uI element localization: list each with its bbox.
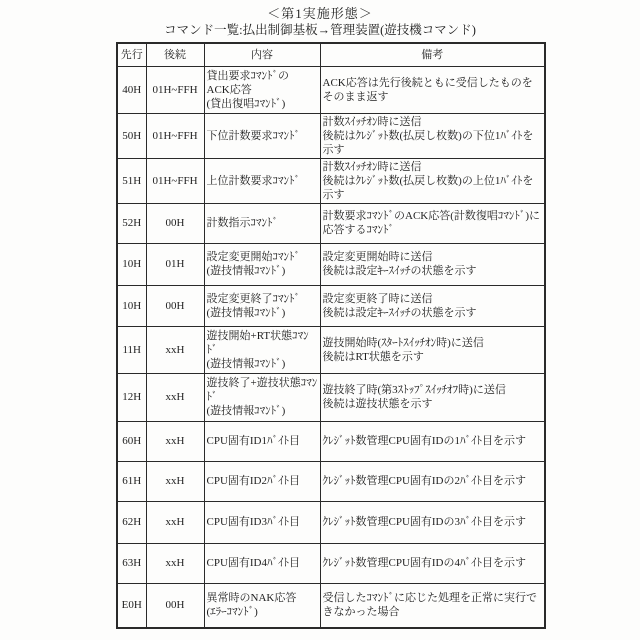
command-table: [116, 42, 546, 629]
table-header-row: [117, 43, 545, 66]
cell-leading: 63H: [117, 543, 146, 583]
table-row: [117, 461, 545, 501]
table-row: [117, 373, 545, 421]
cell-remark: 設定変更終了時に送信 後続は設定ｷｰｽｲｯﾁの状態を示す: [320, 285, 545, 326]
cell-remark: ｸﾚｼﾞｯﾄ数管理CPU固有IDの3ﾊﾞｲﾄ目を示す: [320, 501, 545, 543]
cell-remark: ACK応答は先行後続ともに受信したものをそのまま返す: [320, 66, 545, 113]
cell-remark: 計数ｽｲｯﾁｵﾝ時に送信 後続はｸﾚｼﾞｯﾄ数(払戻し枚数)の上位1ﾊﾞｲﾄを示す: [320, 158, 545, 203]
cell-remark: ｸﾚｼﾞｯﾄ数管理CPU固有IDの2ﾊﾞｲﾄ目を示す: [320, 461, 545, 501]
cell-content: 設定変更開始ｺﾏﾝﾄﾞ (遊技情報ｺﾏﾝﾄﾞ): [204, 243, 320, 285]
cell-leading: 11H: [117, 326, 146, 373]
cell-leading: 52H: [117, 203, 146, 243]
cell-content: 上位計数要求ｺﾏﾝﾄﾞ: [204, 158, 320, 203]
cell-trailing: 01H: [146, 243, 204, 285]
table-row: [117, 203, 545, 243]
cell-leading: 10H: [117, 243, 146, 285]
cell-remark: 遊技開始時(ｽﾀｰﾄｽｲｯﾁｵﾝ時)に送信 後続はRT状態を示す: [320, 326, 545, 373]
cell-content: 遊技開始+RT状態ｺﾏﾝﾄﾞ (遊技情報ｺﾏﾝﾄﾞ): [204, 326, 320, 373]
cell-leading: 51H: [117, 158, 146, 203]
cell-content: 計数指示ｺﾏﾝﾄﾞ: [204, 203, 320, 243]
cell-leading: 60H: [117, 421, 146, 461]
cell-trailing: 01H~FFH: [146, 66, 204, 113]
cell-leading: 61H: [117, 461, 146, 501]
cell-content: 遊技終了+遊技状態ｺﾏﾝﾄﾞ (遊技情報ｺﾏﾝﾄﾞ): [204, 373, 320, 421]
table-row: [117, 113, 545, 158]
table-row: [117, 243, 545, 285]
cell-leading: 10H: [117, 285, 146, 326]
column-header-remark: 備考: [320, 43, 545, 66]
cell-content: CPU固有ID4ﾊﾞｲﾄ目: [204, 543, 320, 583]
table-row: [117, 543, 545, 583]
cell-leading: 12H: [117, 373, 146, 421]
table-row: [117, 421, 545, 461]
cell-content: CPU固有ID2ﾊﾞｲﾄ目: [204, 461, 320, 501]
cell-content: 異常時のNAK応答 (ｴﾗｰｺﾏﾝﾄﾞ): [204, 583, 320, 628]
doc-subtitle: コマンド一覧:払出制御基板→管理装置(遊技機コマンド): [164, 23, 476, 37]
column-header-trailing: 後続: [146, 43, 204, 66]
cell-remark: 計数ｽｲｯﾁｵﾝ時に送信 後続はｸﾚｼﾞｯﾄ数(払戻し枚数)の下位1ﾊﾞｲﾄを示す: [320, 113, 545, 158]
cell-trailing: 00H: [146, 583, 204, 628]
table-row: [117, 583, 545, 628]
table-row: [117, 326, 545, 373]
cell-remark: ｸﾚｼﾞｯﾄ数管理CPU固有IDの1ﾊﾞｲﾄ目を示す: [320, 421, 545, 461]
cell-trailing: 01H~FFH: [146, 113, 204, 158]
cell-leading: 50H: [117, 113, 146, 158]
table-row: [117, 501, 545, 543]
cell-trailing: xxH: [146, 543, 204, 583]
table-row: [117, 66, 545, 113]
cell-leading: E0H: [117, 583, 146, 628]
cell-leading: 40H: [117, 66, 146, 113]
cell-trailing: 01H~FFH: [146, 158, 204, 203]
cell-trailing: xxH: [146, 373, 204, 421]
cell-trailing: xxH: [146, 326, 204, 373]
cell-content: 下位計数要求ｺﾏﾝﾄﾞ: [204, 113, 320, 158]
cell-remark: 受信したｺﾏﾝﾄﾞに応じた処理を正常に実行できなかった場合: [320, 583, 545, 628]
cell-content: CPU固有ID3ﾊﾞｲﾄ目: [204, 501, 320, 543]
cell-content: 設定変更終了ｺﾏﾝﾄﾞ (遊技情報ｺﾏﾝﾄﾞ): [204, 285, 320, 326]
column-header-content: 内容: [204, 43, 320, 66]
cell-trailing: xxH: [146, 421, 204, 461]
cell-trailing: xxH: [146, 461, 204, 501]
table-row: [117, 158, 545, 203]
cell-leading: 62H: [117, 501, 146, 543]
cell-remark: ｸﾚｼﾞｯﾄ数管理CPU固有IDの4ﾊﾞｲﾄ目を示す: [320, 543, 545, 583]
cell-remark: 遊技終了時(第3ｽﾄｯﾌﾟｽｲｯﾁｵﾌ時)に送信 後続は遊技状態を示す: [320, 373, 545, 421]
cell-content: CPU固有ID1ﾊﾞｲﾄ目: [204, 421, 320, 461]
cell-trailing: 00H: [146, 203, 204, 243]
column-header-leading: 先行: [117, 43, 146, 66]
table-row: [117, 285, 545, 326]
cell-trailing: xxH: [146, 501, 204, 543]
cell-content: 貸出要求ｺﾏﾝﾄﾞの ACK応答 (貸出復唱ｺﾏﾝﾄﾞ): [204, 66, 320, 113]
cell-remark: 設定変更開始時に送信 後続は設定ｷｰｽｲｯﾁの状態を示す: [320, 243, 545, 285]
cell-trailing: 00H: [146, 285, 204, 326]
doc-title: ＜第1実施形態＞: [267, 6, 373, 21]
cell-remark: 計数要求ｺﾏﾝﾄﾞのACK応答(計数復唱ｺﾏﾝﾄﾞ)に応答するｺﾏﾝﾄﾞ: [320, 203, 545, 243]
